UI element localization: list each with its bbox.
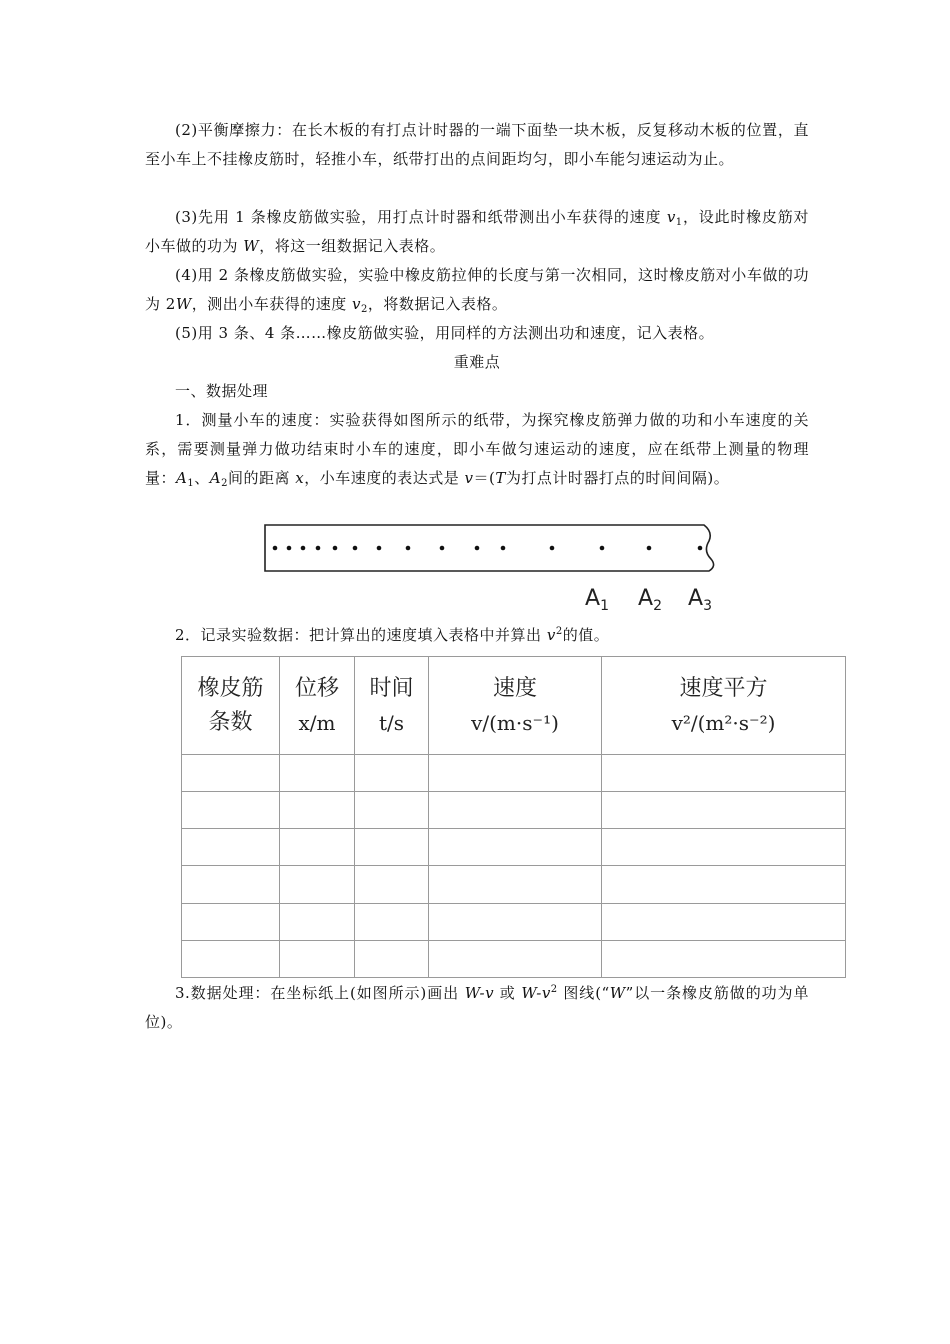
text-span: ，测出小车获得的速度	[191, 295, 353, 313]
table-cell	[182, 940, 280, 977]
text-span: 为打点计时器打点的时间间	[505, 469, 692, 487]
var-v: v	[666, 208, 676, 226]
tape-dot	[273, 546, 278, 551]
var-w-v: W-v	[464, 984, 495, 1002]
table-cell	[182, 792, 280, 829]
text-span: ，将数据记入表格。	[367, 295, 508, 313]
text-span: ”以一条橡皮筋做的功为	[625, 984, 794, 1002]
header-band-count	[182, 657, 280, 755]
superscript: 2	[555, 626, 563, 637]
table-cell	[182, 829, 280, 866]
text-span: 或	[494, 984, 522, 1002]
text-span: 做的功为 2	[145, 266, 809, 313]
table-row	[182, 940, 846, 977]
subscript: 2	[221, 478, 228, 489]
table-body	[182, 755, 846, 978]
tape-dot	[301, 546, 306, 551]
table-row	[182, 903, 846, 940]
tape-label-a2: $A_2$	[638, 586, 662, 614]
text-span: 隔)。	[691, 469, 730, 487]
header-velocity-squared	[602, 657, 846, 755]
paragraph-step-4	[145, 261, 809, 319]
var-t: T	[495, 469, 506, 487]
text-line: (2)平衡摩擦力：在长木板的有打点计时器的一端下面垫一块木板，反复移动木板的位	[175, 121, 763, 139]
header-unit: v/(m·s⁻¹)	[471, 710, 559, 735]
text-span: 量的物理量：	[145, 440, 809, 487]
table-cell	[355, 866, 429, 903]
tape-dot	[406, 546, 411, 551]
header-line: 条数	[208, 709, 253, 735]
paragraph-item-1	[145, 406, 809, 493]
table-cell	[355, 940, 429, 977]
subsection-text: 一、数据处理	[175, 382, 269, 400]
table-cell	[280, 866, 355, 903]
table-cell	[429, 866, 602, 903]
table-cell	[355, 903, 429, 940]
tape-dot	[698, 546, 703, 551]
tape-dot	[550, 546, 555, 551]
table-cell	[602, 903, 846, 940]
tape-dot	[316, 546, 321, 551]
header-displacement	[280, 657, 355, 755]
header-line: 时间	[369, 675, 414, 701]
data-table	[181, 656, 846, 978]
paragraph-item-3	[145, 979, 809, 1037]
table-cell	[602, 940, 846, 977]
table-cell	[602, 829, 846, 866]
text-span: 1．测量小车的速度：实验获得如图所示的纸带，为探究橡皮筋弹力做的功和小车速度	[175, 411, 778, 429]
var-w: W	[243, 237, 260, 255]
table-cell	[429, 829, 602, 866]
header-unit: x/m	[298, 710, 336, 735]
paragraph-step-2	[145, 116, 809, 174]
tape-dot	[440, 546, 445, 551]
var-v: v	[546, 626, 556, 644]
table-cell	[429, 792, 602, 829]
var-w: W	[175, 295, 192, 313]
header-unit: t/s	[378, 710, 405, 735]
var-w: W	[609, 984, 626, 1002]
var-v: v	[352, 295, 361, 313]
text-span: ＝(	[473, 469, 496, 487]
text-span: 2．记录实验数据：把计算出的速度填入表格中并算出	[175, 626, 547, 644]
tape-dot	[353, 546, 358, 551]
header-line: 速度	[492, 675, 537, 701]
table-cell	[280, 940, 355, 977]
table-cell	[280, 903, 355, 940]
text-span: 筋对小车做的功为	[145, 208, 809, 255]
text-span: ，小车速度的表达式是	[304, 469, 465, 487]
table-cell	[280, 829, 355, 866]
header-velocity	[429, 657, 602, 755]
paper-tape-outline	[265, 525, 714, 571]
header-line: 橡皮筋	[197, 675, 264, 701]
table-cell	[280, 792, 355, 829]
table-cell	[182, 866, 280, 903]
tape-label-a1: $A_1$	[585, 586, 609, 614]
table-cell	[182, 755, 280, 792]
text-span: (3)先用 1 条橡皮筋做实验，用打点计时器和纸带测出小车获得的速度	[175, 208, 667, 226]
tape-dot	[333, 546, 338, 551]
table-cell	[182, 903, 280, 940]
table-cell	[355, 792, 429, 829]
var-a: A	[209, 469, 222, 487]
table-cell	[602, 792, 846, 829]
subscript: 2	[361, 304, 368, 315]
text-span: ，设此时橡皮	[682, 208, 778, 226]
subscript: 1	[187, 478, 195, 489]
subsection-title	[145, 377, 809, 406]
text-span: ，将这一组数据记入表格。	[259, 237, 446, 255]
var-x: x	[295, 469, 305, 487]
section-heading	[145, 348, 809, 377]
text-span: 的值。	[562, 626, 610, 644]
table-cell	[429, 755, 602, 792]
text-span: (4)用 2 条橡皮筋做实验，实验中橡皮筋拉伸的长度与第一次相同，这时橡皮筋对小车	[175, 266, 763, 284]
paper-tape-figure	[262, 521, 732, 621]
header-unit: v²/(m²·s⁻²)	[671, 710, 776, 735]
var-a: A	[176, 469, 188, 487]
table-row	[182, 866, 846, 903]
table-cell	[602, 755, 846, 792]
tape-dot	[475, 546, 480, 551]
tape-dot	[287, 546, 292, 551]
subscript: 1	[675, 217, 683, 228]
tape-dot	[600, 546, 605, 551]
tape-dot	[501, 546, 506, 551]
text-line: 置，直至小车上不挂橡皮筋时，轻推小车，纸带打出的点间距均匀，即小车能匀速运动为	[145, 121, 809, 168]
text-line: 止。	[703, 150, 735, 168]
text-span: 3.数据处理：在坐标纸上(如图所示)画出	[175, 984, 465, 1002]
header-line: 速度平方	[679, 675, 768, 701]
text-span: 单位)。	[145, 984, 809, 1031]
table-cell	[602, 866, 846, 903]
tape-dot	[377, 546, 382, 551]
var-w-v2: W-v	[521, 984, 551, 1002]
paragraph-item-2	[145, 621, 809, 650]
table-cell	[355, 829, 429, 866]
text-span: 的关系，需要测量弹力做功结束时小车的速度，即小车做匀速运动的速度，应在纸带上测	[145, 411, 809, 458]
text-span: 间的距离	[227, 469, 296, 487]
heading-text: 重难点	[453, 353, 501, 371]
paragraph-step-5	[145, 319, 809, 348]
tape-dot	[647, 546, 652, 551]
paragraph-step-3	[145, 203, 809, 261]
table-row	[182, 792, 846, 829]
var-v: v	[464, 469, 474, 487]
table-row	[182, 755, 846, 792]
table-cell	[280, 755, 355, 792]
header-time	[355, 657, 429, 755]
superscript: 2	[550, 984, 558, 995]
table-cell	[429, 940, 602, 977]
table-cell	[429, 903, 602, 940]
text-span: (5)用 3 条、4 条……橡皮筋做实验，用同样的方法测出功和速度，记入表格。	[175, 324, 715, 342]
text-span: 、	[194, 469, 210, 487]
table-cell	[355, 755, 429, 792]
table-row	[182, 829, 846, 866]
tape-label-a3: $A_3$	[688, 586, 712, 614]
text-span: 图线(“	[557, 984, 610, 1002]
header-line: 位移	[294, 675, 339, 701]
table-header-row	[182, 657, 846, 755]
